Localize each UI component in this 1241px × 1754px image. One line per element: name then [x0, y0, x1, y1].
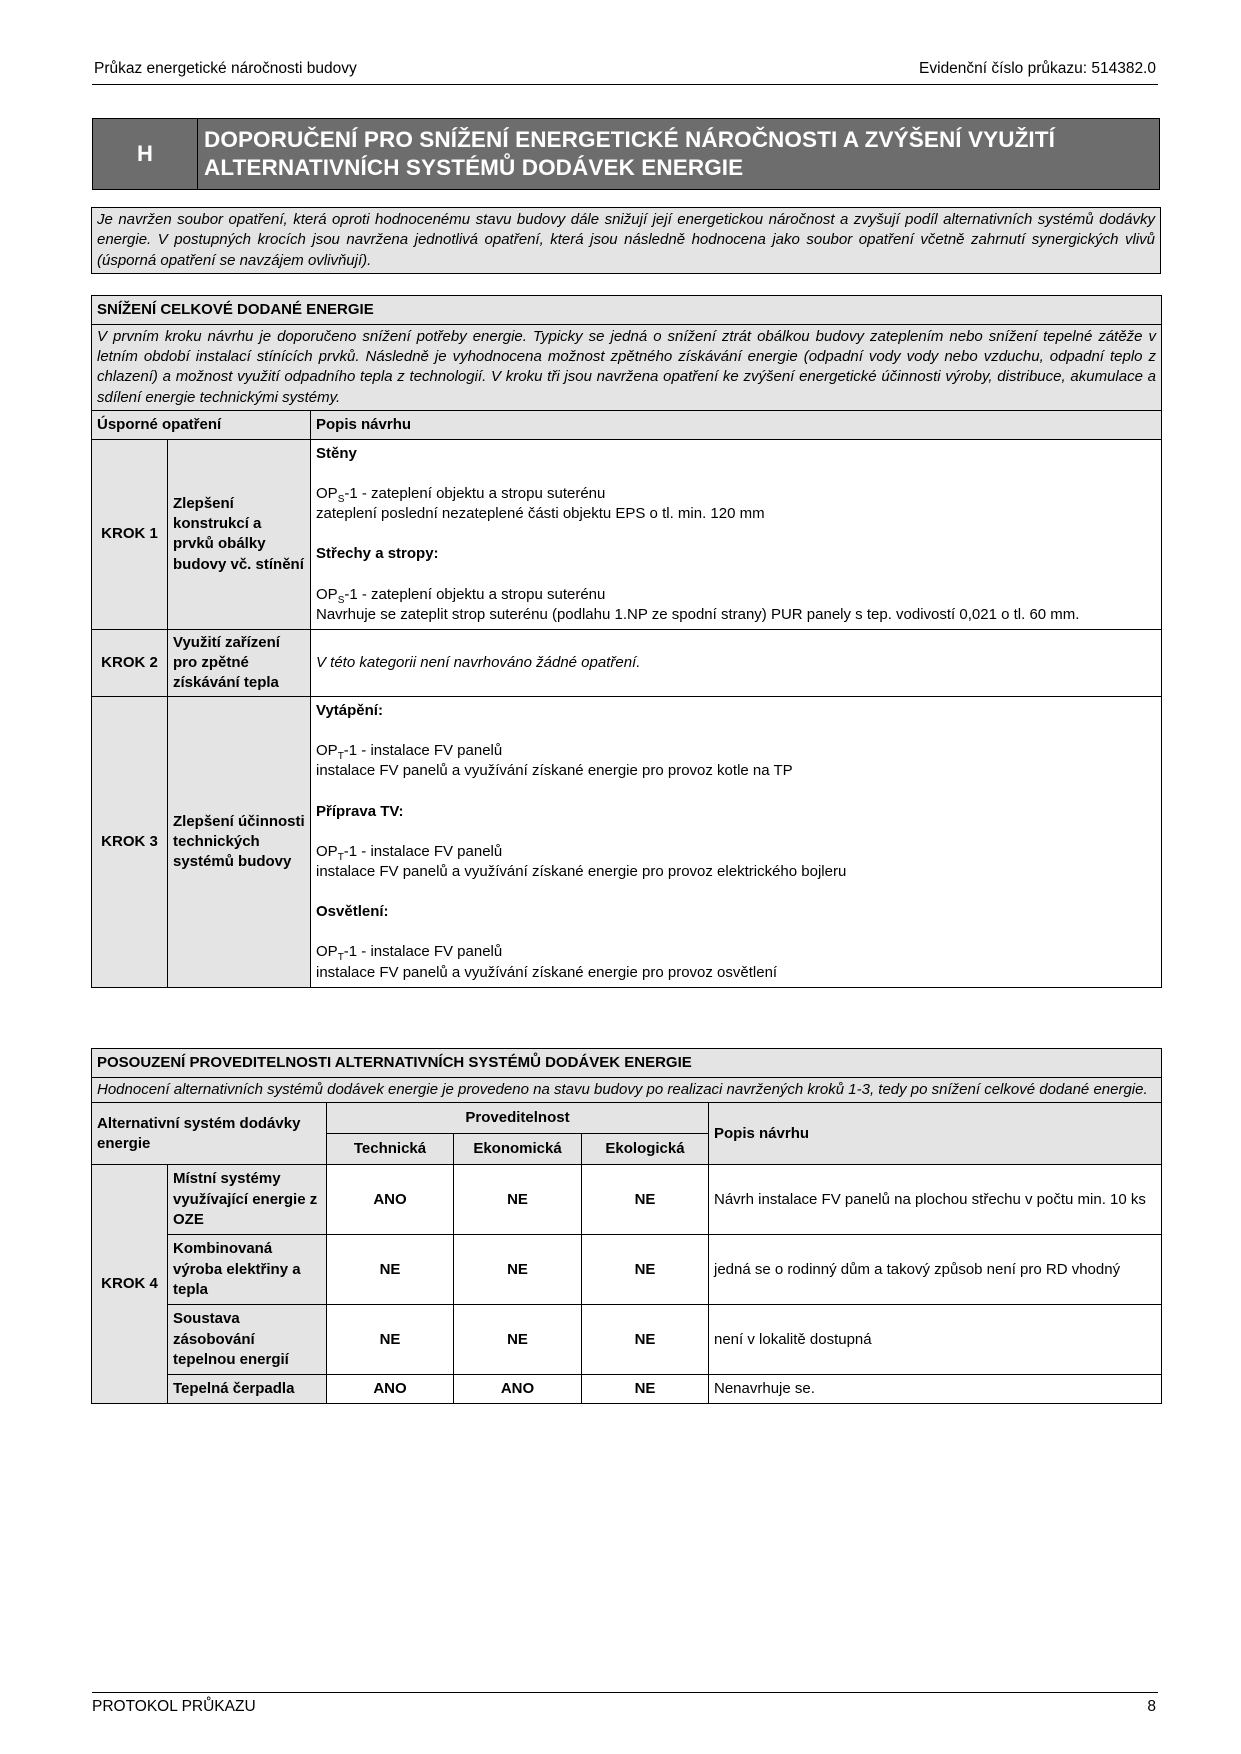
measure-detail: instalace FV panelů a využívání získané energie pro provoz elektrického bojleru: [316, 863, 847, 881]
economic-value: NE: [454, 1165, 582, 1235]
technical-value: ANO: [327, 1375, 454, 1404]
measure-title: -1 - zateplení objektu a stropu suterénu: [344, 585, 606, 603]
walls-heading: Stěny: [316, 444, 357, 462]
measure-title: -1 - instalace FV panelů: [343, 943, 503, 961]
feasibility-description: Hodnocení alternativních systémů dodávek energie je provedeno na stavu budovy po realizaci navržených kroků 1-3, tedy po snížení celkové dodané energie.: [92, 1078, 1162, 1103]
measure-code-sub: S: [337, 594, 345, 606]
step3-label: KROK 3: [92, 697, 168, 988]
measure-code-sub: T: [337, 751, 344, 763]
measure-title: -1 - instalace FV panelů: [343, 842, 503, 860]
ecological-value: NE: [582, 1305, 709, 1375]
ecological-value: NE: [582, 1235, 709, 1305]
col-proposal-header: Popis návrhu: [709, 1103, 1162, 1165]
measure-code-sub: T: [337, 851, 344, 863]
roofs-heading: Střechy a stropy:: [316, 545, 439, 563]
page-header: [92, 58, 1158, 85]
technical-value: NE: [327, 1235, 454, 1305]
technical-value: NE: [327, 1305, 454, 1375]
measure-code: OP: [316, 585, 338, 603]
step1-name: Zlepšení konstrukcí a prvků obálky budovy vč. stínění: [168, 439, 311, 629]
measure-detail: instalace FV panelů a využívání získané energie pro provoz osvětlení: [316, 963, 778, 981]
measure-code-sub: S: [337, 494, 345, 506]
proposal-description: Návrh instalace FV panelů na plochou střechu v počtu min. 10 ks: [709, 1165, 1162, 1235]
roofs-measure: [316, 585, 1156, 625]
proposal-description: není v lokalitě dostupná: [709, 1305, 1162, 1375]
system-name: Místní systémy využívající energie z OZE: [168, 1165, 327, 1235]
feasibility-title: POSOUZENÍ PROVEDITELNOSTI ALTERNATIVNÍCH SYSTÉMŮ DODÁVEK ENERGIE: [92, 1049, 1162, 1078]
step1-row: [92, 439, 1162, 629]
col-ecological-header: Ekologická: [582, 1134, 709, 1165]
reduction-title: SNÍŽENÍ CELKOVÉ DODANÉ ENERGIE: [92, 296, 1162, 325]
walls-measure: [316, 484, 1156, 524]
table-row: [92, 1235, 1162, 1305]
water-measure: [316, 842, 1156, 882]
section-title-line1: DOPORUČENÍ PRO SNÍŽENÍ ENERGETICKÉ NÁROČNOSTI A ZVÝŠENÍ VYUŽITÍ: [204, 127, 1055, 152]
step2-row: [92, 630, 1162, 697]
document-title: Průkaz energetické náročnosti budovy: [94, 60, 357, 77]
table-row: [92, 1165, 1162, 1235]
economic-value: NE: [454, 1235, 582, 1305]
step1-label: KROK 1: [92, 439, 168, 629]
feasibility-table: [91, 1048, 1162, 1404]
water-heading: Příprava TV:: [316, 802, 404, 820]
economic-value: ANO: [454, 1375, 582, 1404]
measure-code: OP: [316, 742, 338, 760]
proposal-description: Nenavrhuje se.: [709, 1375, 1162, 1404]
proposal-description: jedná se o rodinný dům a takový způsob není pro RD vhodný: [709, 1235, 1162, 1305]
ecological-value: NE: [582, 1375, 709, 1404]
step2-label: KROK 2: [92, 630, 168, 697]
lighting-measure: [316, 942, 1156, 982]
col-description-header: Popis návrhu: [311, 410, 1162, 439]
measure-code: OP: [316, 943, 338, 961]
reduction-table: [91, 295, 1162, 988]
page-number: 8: [1147, 1698, 1156, 1715]
measure-code: OP: [316, 485, 338, 503]
certificate-number: Evidenční číslo průkazu: 514382.0: [919, 60, 1156, 77]
system-name: Kombinovaná výroba elektřiny a tepla: [168, 1235, 327, 1305]
col-economic-header: Ekonomická: [454, 1134, 582, 1165]
measure-detail: instalace FV panelů a využívání získané energie pro provoz kotle na TP: [316, 762, 793, 780]
page-footer: [92, 1692, 1158, 1715]
step2-name: Využití zařízení pro zpětné získávání tepla: [168, 630, 311, 697]
section-letter: H: [93, 119, 198, 189]
col-technical-header: Technická: [327, 1134, 454, 1165]
measure-code-sub: T: [337, 952, 344, 964]
lighting-heading: Osvětlení:: [316, 903, 389, 921]
footer-label: PROTOKOL PRŮKAZU: [92, 1698, 256, 1715]
step4-label: KROK 4: [92, 1165, 168, 1404]
col-feasibility-header: Proveditelnost: [327, 1103, 709, 1134]
step3-name: Zlepšení účinnosti technických systémů budovy: [168, 697, 311, 988]
measure-detail: zateplení poslední nezateplené části objektu EPS o tl. min. 120 mm: [316, 505, 765, 523]
economic-value: NE: [454, 1305, 582, 1375]
step2-description: V této kategorii není navrhováno žádné opatření.: [311, 630, 1162, 697]
technical-value: ANO: [327, 1165, 454, 1235]
section-title-line2: ALTERNATIVNÍCH SYSTÉMŮ DODÁVEK ENERGIE: [204, 155, 744, 180]
section-title: [198, 119, 1159, 189]
section-banner: [92, 118, 1160, 190]
system-name: Tepelná čerpadla: [168, 1375, 327, 1404]
system-name: Soustava zásobování tepelnou energií: [168, 1305, 327, 1375]
table-row: [92, 1375, 1162, 1404]
col-system-header: Alternativní systém dodávky energie: [92, 1103, 327, 1165]
ecological-value: NE: [582, 1165, 709, 1235]
measure-detail: Navrhuje se zateplit strop suterénu (podlahu 1.NP ze spodní strany) PUR panely s tep. vodivostí 0,021 o tl. 60 mm.: [316, 605, 1080, 623]
step1-description: [311, 439, 1162, 629]
measure-title: -1 - instalace FV panelů: [343, 742, 503, 760]
measure-code: OP: [316, 842, 338, 860]
table-row: [92, 1305, 1162, 1375]
reduction-description: V prvním kroku návrhu je doporučeno snížení potřeby energie. Typicky se jedná o snížení ztrát obálkou budovy zateplením nebo snížení tepelné zátěže v letním období instalací stínících prvků. Následně je vyhodnocena možnost zpětného získávání energie (odpadní vody vody nebo vzduchu, odpadní teplo z chlazení) a možnost využití odpadního tepla z technologií. V kroku tři jsou navržena opatření ke zvýšení energetické účinnosti výroby, distribuce, akumulace a sdílení energie technickými systémy.: [92, 325, 1162, 411]
intro-text: Je navržen soubor opatření, která oproti hodnocenému stavu budovy dále snižují její energetickou náročnost a zvyšují podíl alternativních systémů dodávky energie. V postupných krocích jsou navržena jednotlivá opatření, která jsou následně hodnocena jako soubor opatření včetně zahrnutí synergických vlivů (úsporná opatření se navzájem ovlivňují).: [91, 207, 1161, 274]
step3-description: [311, 697, 1162, 988]
step3-row: [92, 697, 1162, 988]
heating-heading: Vytápění:: [316, 702, 383, 720]
col-measure-header: Úsporné opatření: [92, 410, 311, 439]
measure-title: -1 - zateplení objektu a stropu suterénu: [344, 485, 606, 503]
heating-measure: [316, 741, 1156, 781]
